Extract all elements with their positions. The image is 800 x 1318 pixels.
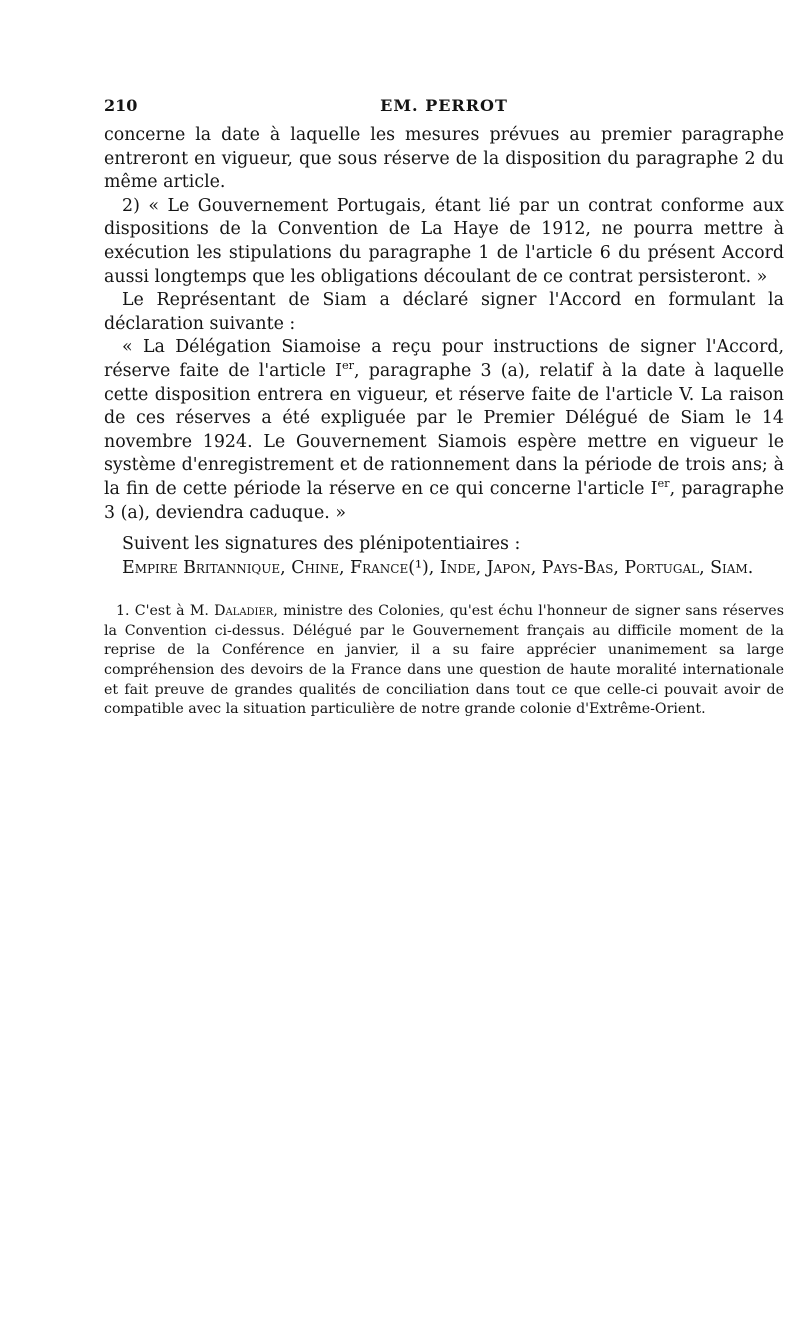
paragraph-4 <box>104 336 784 525</box>
paragraph-3: Le Représentant de Siam a déclaré signer l'Accord en formulant la déclaration suivante : <box>104 290 784 334</box>
paragraph-4-part-b: , paragraphe 3 (a), relatif à la date à laquelle cette disposition entrera en vigueur, et réserve faite de l'article V. La raison de ces réserves a été expliguée par le Premier Délégué de Siam le 14 novembre 1924. Le Gouvernement Siamois espère mettre en vigueur le système d'enregistrement et de rationnement dans la période de trois ans; à la fin de cette période la réserve en ce qui concerne l'article I <box>104 360 784 499</box>
paragraph-1: concerne la date à laquelle les mesures prévues au premier paragraphe entreront en vigueur, que sous réserve de la disposition du paragraphe 2 du même article. <box>104 125 784 193</box>
footnote-number: 1. <box>116 603 130 620</box>
paragraph-2: 2) « Le Gouvernement Portugais, étant lié par un contrat conforme aux dispositions de la Convention de La Haye de 1912, ne pourra mettre à exécution les stipulations du paragraphe 1 de l'article 6 du présent Accord aussi longtemps que les obligations découlant de ce contrat persisteront. » <box>104 195 784 287</box>
footnotes <box>104 602 784 720</box>
running-head: EM. PERROT <box>380 96 508 115</box>
page-number: 210 <box>104 96 138 115</box>
signatures-list <box>104 557 784 581</box>
superscript-er: er <box>657 477 670 491</box>
superscript-er: er <box>341 359 355 373</box>
book-page <box>104 96 784 720</box>
paragraph-4-part-a: « La Délégation Siamoise a reçu pour instructions de signer l'Accord, réserve faite de l'article I <box>104 337 784 381</box>
footnote-text-b: , ministre des Colonies, qu'est échu l'honneur de signer sans réserves la Convention ci-dessus. Délégué par le Gouvernement français au difficile moment de la reprise de la Conférence en janvier, il a su faire apprécier unanimement sa large compréhension des devoirs de la France dans une question de haute moralité internationale et fait preuve de grandes qualités de conciliation dans tout ce que celle-ci pouvait avoir de compatible avec la situation particulière de notre grande colonie d'Extrême-Orient. <box>104 603 784 718</box>
footnote-name: Daladier <box>214 603 274 620</box>
body-text <box>104 124 784 580</box>
footnote-1 <box>104 602 784 720</box>
footnote-reference: (¹) <box>408 557 429 578</box>
paragraph-4-part-c: , paragraphe 3 (a), deviendra caduque. » <box>104 478 784 523</box>
signatures-part-a: Empire Britannique, Chine, France <box>122 557 409 578</box>
footnote-text-a: C'est à M. <box>134 603 215 620</box>
paragraph-5: Suivent les signatures des plénipotentiaires : <box>122 534 521 555</box>
page-header <box>104 96 784 124</box>
signatures-part-b: , Inde, Japon, Pays-Bas, Portugal, Siam. <box>428 557 754 578</box>
